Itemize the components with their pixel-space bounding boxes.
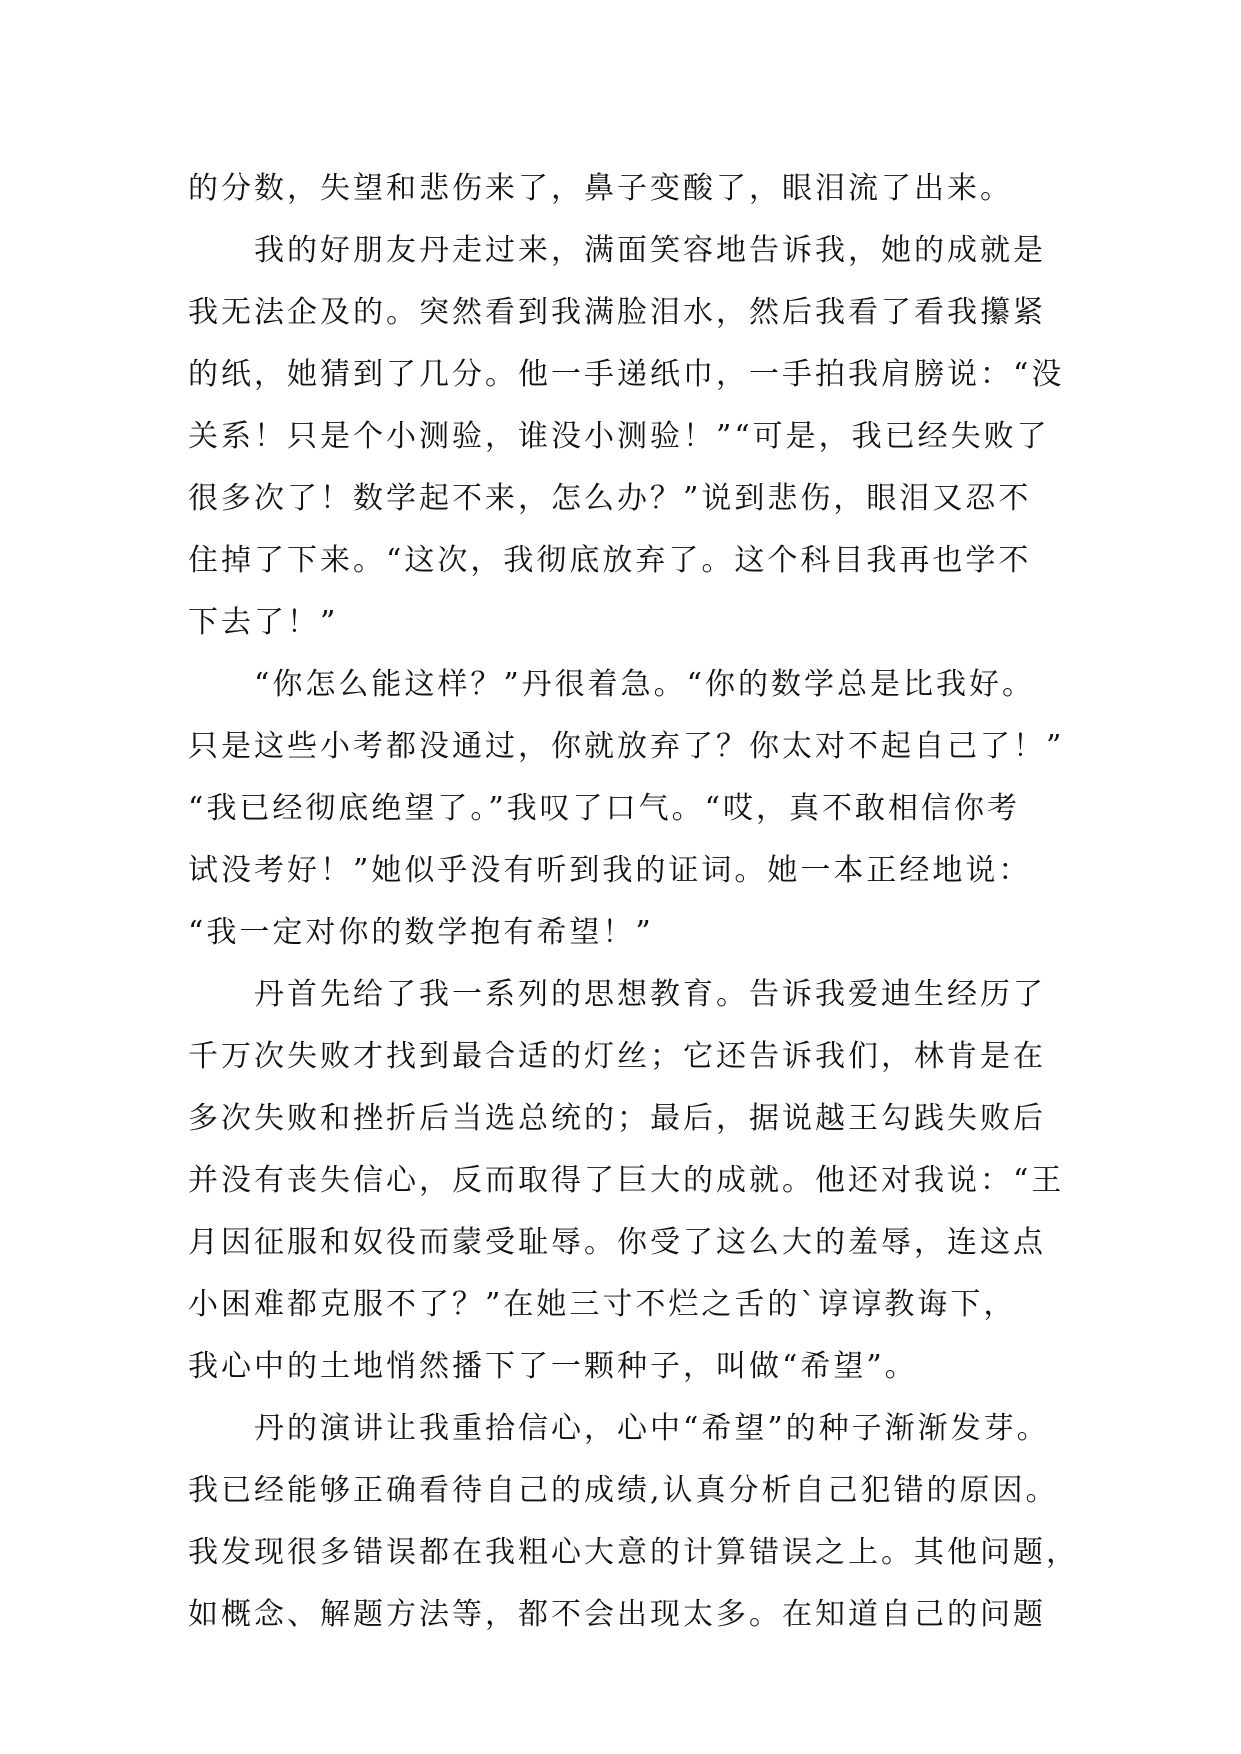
text-line: 并没有丧失信心，反而取得了巨大的成就。他还对我说：“王 bbox=[188, 1163, 1065, 1198]
text-line: “我一定对你的数学抱有希望！” bbox=[188, 915, 654, 950]
text-line: 只是这些小考都没通过，你就放弃了？你太对不起自己了！” bbox=[188, 729, 1065, 764]
text-line: 我无法企及的。突然看到我满脸泪水，然后我看了看我攥紧 bbox=[188, 295, 1046, 330]
text-line: 丹的演讲让我重拾信心，心中“希望”的种子渐渐发芽。 bbox=[188, 1411, 1050, 1446]
text-line: 试没考好！”她似乎没有听到我的证词。她一本正经地说： bbox=[188, 853, 1032, 888]
text-line: 我已经能够正确看待自己的成绩,认真分析自己犯错的原因。 bbox=[188, 1473, 1059, 1508]
text-line: 千万次失败才找到最合适的灯丝；它还告诉我们，林肯是在 bbox=[188, 1039, 1046, 1074]
text-line: 我的好朋友丹走过来，满面笑容地告诉我，她的成就是 bbox=[188, 233, 1046, 268]
text-line: 很多次了！数学起不来，怎么办？”说到悲伤，眼泪又忍不 bbox=[188, 481, 1032, 516]
text-line: 多次失败和挫折后当选总统的；最后，据说越王勾践失败后 bbox=[188, 1101, 1046, 1136]
text-line: 我发现很多错误都在我粗心大意的计算错误之上。其他问题， bbox=[188, 1535, 1079, 1570]
text-line: 小困难都克服不了？”在她三寸不烂之舌的`谆谆教诲下， bbox=[188, 1287, 1017, 1322]
document-text-body bbox=[188, 158, 1079, 1646]
text-line: 如概念、解题方法等，都不会出现太多。在知道自己的问题 bbox=[188, 1597, 1046, 1632]
text-line: “你怎么能这样？”丹很着急。“你的数学总是比我好。 bbox=[188, 667, 1036, 702]
text-line: 月因征服和奴役而蒙受耻辱。你受了这么大的羞辱，连这点 bbox=[188, 1225, 1046, 1260]
text-line: 的纸，她猜到了几分。他一手递纸巾，一手拍我肩膀说：“没 bbox=[188, 357, 1065, 392]
text-line: 我心中的土地悄然播下了一颗种子，叫做“希望”。 bbox=[188, 1349, 918, 1384]
text-line: 关系！只是个小测验，谁没小测验！”“可是，我已经失败了 bbox=[188, 419, 1050, 454]
text-line: 下去了！” bbox=[188, 605, 339, 640]
text-line: 丹首先给了我一系列的思想教育。告诉我爱迪生经历了 bbox=[188, 977, 1046, 1012]
text-line: 的分数，失望和悲伤来了，鼻子变酸了，眼泪流了出来。 bbox=[188, 171, 1013, 206]
text-line: 住掉了下来。“这次，我彻底放弃了。这个科目我再也学不 bbox=[188, 543, 1032, 578]
text-line: “我已经彻底绝望了。”我叹了口气。“哎，真不敢相信你考 bbox=[188, 791, 1021, 826]
